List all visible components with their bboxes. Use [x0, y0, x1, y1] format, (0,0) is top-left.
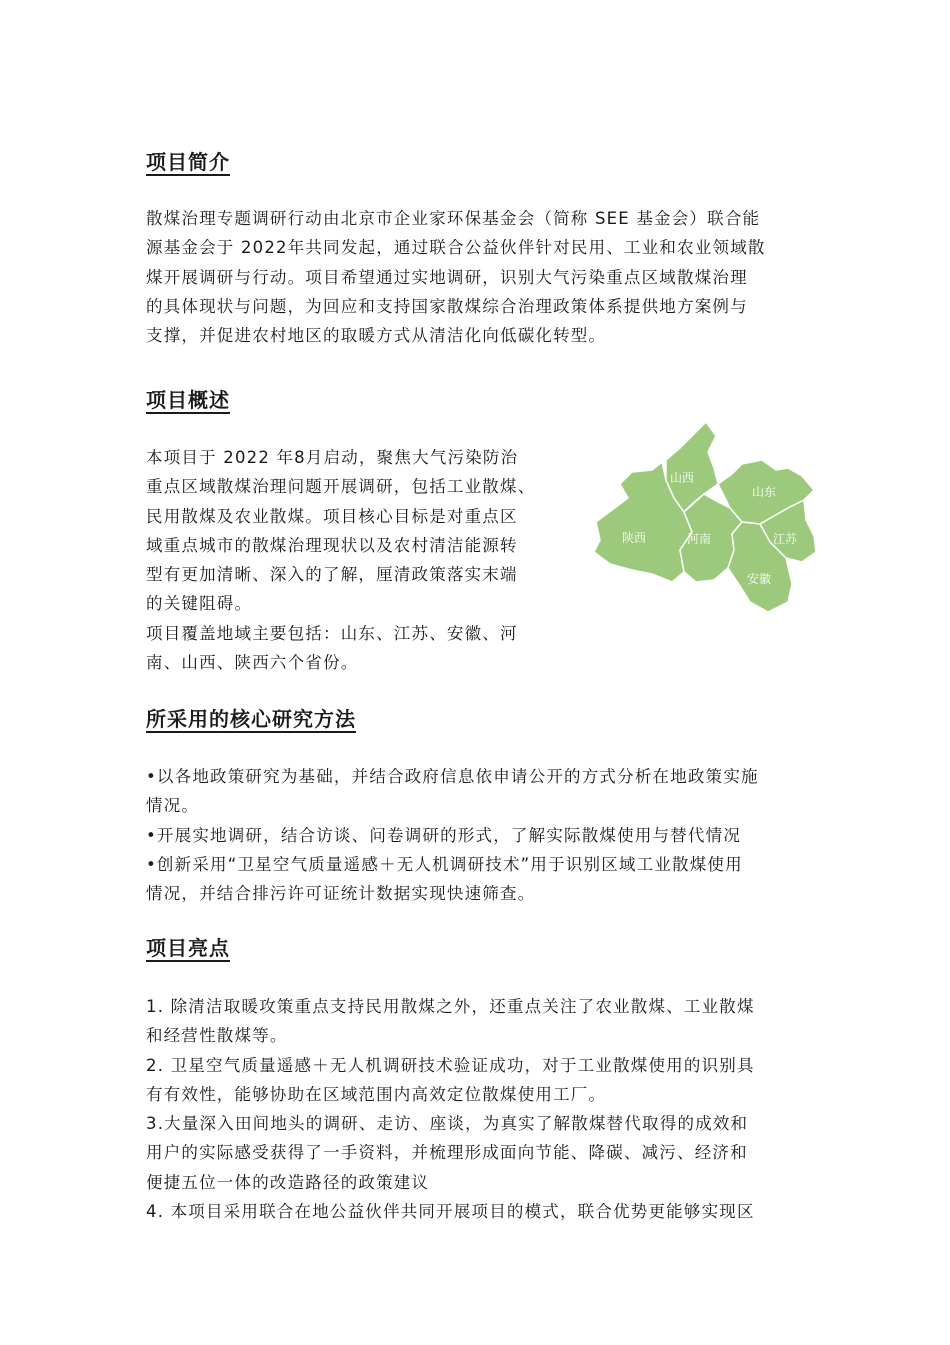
highlights-line: 2. 卫星空气质量遥感＋无人机调研技术验证成功，对于工业散煤使用的识别具 [146, 1055, 755, 1075]
highlights-line: 3.大量深入田间地头的调研、走访、座谈，为真实了解散煤替代取得的成效和 [146, 1114, 749, 1134]
overview-line: 域重点城市的散煤治理现状以及农村清洁能源转 [146, 535, 518, 555]
map-label: 河南 [686, 532, 712, 546]
methods-heading: 所采用的核心研究方法 [146, 707, 356, 731]
highlights-heading: 项目亮点 [146, 936, 230, 960]
highlights-line: 有有效性，能够协助在区域范围内高效定位散煤使用工厂。 [146, 1084, 607, 1104]
overview-heading: 项目概述 [146, 388, 230, 412]
map-label: 陕西 [621, 531, 647, 545]
region-map [592, 412, 822, 617]
intro-line: 煤开展调研与行动。项目希望通过实地调研，识别大气污染重点区域散煤治理 [146, 267, 748, 287]
overview-paragraph [146, 443, 551, 677]
highlights-line: 4. 本项目采用联合在地公益伙伴共同开展项目的模式，联合优势更能够实现区 [146, 1202, 755, 1222]
intro-line: 支撑，并促进农村地区的取暖方式从清洁化向低碳化转型。 [146, 326, 607, 346]
overview-line: 南、山西、陕西六个省份。 [146, 653, 359, 673]
intro-line: 的具体现状与问题，为回应和支持国家散煤综合治理政策体系提供地方案例与 [146, 296, 748, 316]
overview-line: 本项目于 2022 年8月启动，聚焦大气污染防治 [146, 448, 519, 467]
map-label: 山东 [751, 485, 777, 499]
methods-line: •开展实地调研，结合访谈、问卷调研的形式，了解实际散煤使用与替代情况 [146, 825, 742, 845]
methods-line: 情况，并结合排污许可证统计数据实现快速筛查。 [146, 884, 536, 904]
intro-paragraph [146, 204, 806, 350]
map-label: 山西 [669, 471, 695, 485]
highlights-line: 用户的实际感受获得了一手资料，并梳理形成面向节能、降碳、减污、经济和 [146, 1143, 748, 1163]
highlights-line: 和经营性散煤等。 [146, 1026, 288, 1046]
overview-line: 民用散煤及农业散煤。项目核心目标是对重点区 [146, 506, 518, 526]
methods-line: 情况。 [146, 796, 200, 816]
methods-paragraph [146, 762, 806, 908]
overview-line: 项目覆盖地域主要包括：山东、江苏、安徽、河 [146, 623, 518, 643]
map-label: 江苏 [772, 532, 798, 546]
methods-line: •创新采用“卫星空气质量遥感＋无人机调研技术”用于识别区域工业散煤使用 [146, 854, 743, 874]
highlights-line: 便捷五位一体的改造路径的政策建议 [146, 1172, 430, 1192]
intro-heading: 项目简介 [146, 150, 230, 174]
map-label: 安徽 [746, 572, 772, 586]
highlights-paragraph [146, 992, 806, 1226]
intro-line: 散煤治理专题调研行动由北京市企业家环保基金会（简称 SEE 基金会）联合能 [146, 209, 761, 228]
intro-line: 源基金会于 2022年共同发起，通过联合公益伙伴针对民用、工业和农业领域散 [146, 238, 766, 258]
overview-line: 型有更加清晰、深入的了解，厘清政策落实末端 [146, 565, 518, 585]
highlights-line: 1. 除清洁取暖攻策重点支持民用散煤之外，还重点关注了农业散煤、工业散煤 [146, 997, 755, 1016]
methods-line: •以各地政策研究为基础，并结合政府信息依申请公开的方式分析在地政策实施 [146, 767, 759, 786]
overview-line: 重点区域散煤治理问题开展调研，包括工业散煤、 [146, 477, 536, 497]
overview-line: 的关键阻碍。 [146, 594, 253, 614]
